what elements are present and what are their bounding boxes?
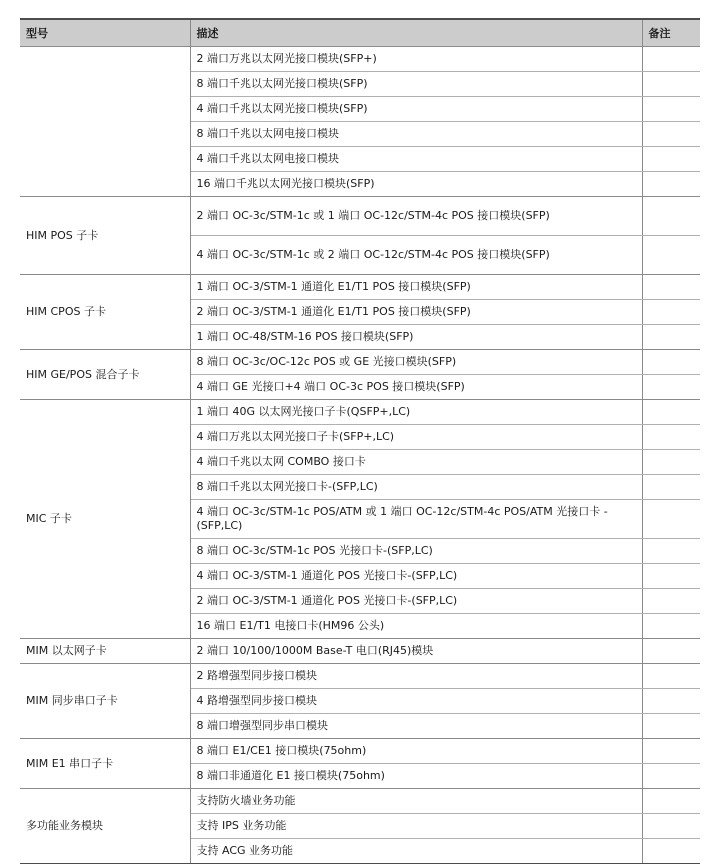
note-cell <box>642 275 700 300</box>
description-cell: 4 端口 OC-3c/STM-1c POS/ATM 或 1 端口 OC-12c/STM-4c POS/ATM 光接口卡 -(SFP,LC) <box>190 500 642 539</box>
model-cell: MIC 子卡 <box>20 400 190 639</box>
note-cell <box>642 450 700 475</box>
description-cell: 16 端口千兆以太网光接口模块(SFP) <box>190 172 642 197</box>
note-cell <box>642 475 700 500</box>
description-cell: 2 端口 OC-3/STM-1 通道化 E1/T1 POS 接口模块(SFP) <box>190 300 642 325</box>
description-cell: 8 端口非通道化 E1 接口模块(75ohm) <box>190 764 642 789</box>
table-row <box>20 197 700 236</box>
note-cell <box>642 839 700 864</box>
description-cell: 8 端口 OC-3c/STM-1c POS 光接口卡-(SFP,LC) <box>190 539 642 564</box>
note-cell <box>642 197 700 236</box>
note-cell <box>642 122 700 147</box>
note-cell <box>642 739 700 764</box>
description-cell: 1 端口 OC-48/STM-16 POS 接口模块(SFP) <box>190 325 642 350</box>
model-cell: MIM 以太网子卡 <box>20 639 190 664</box>
model-cell: 多功能业务模块 <box>20 789 190 864</box>
model-cell: HIM CPOS 子卡 <box>20 275 190 350</box>
note-cell <box>642 764 700 789</box>
note-cell <box>642 539 700 564</box>
description-cell: 4 端口千兆以太网电接口模块 <box>190 147 642 172</box>
note-cell <box>642 375 700 400</box>
note-cell <box>642 564 700 589</box>
note-cell <box>642 97 700 122</box>
note-cell <box>642 614 700 639</box>
table-row <box>20 739 700 764</box>
model-cell: MIM 同步串口子卡 <box>20 664 190 739</box>
note-cell <box>642 236 700 275</box>
note-cell <box>642 689 700 714</box>
table-row <box>20 350 700 375</box>
description-cell: 2 端口 10/100/1000M Base-T 电口(RJ45)模块 <box>190 639 642 664</box>
model-cell: HIM GE/POS 混合子卡 <box>20 350 190 400</box>
description-cell: 2 端口 OC-3/STM-1 通道化 POS 光接口卡-(SFP,LC) <box>190 589 642 614</box>
description-cell: 支持 ACG 业务功能 <box>190 839 642 864</box>
table-row <box>20 639 700 664</box>
description-cell: 1 端口 40G 以太网光接口子卡(QSFP+,LC) <box>190 400 642 425</box>
note-cell <box>642 664 700 689</box>
note-cell <box>642 300 700 325</box>
note-cell <box>642 714 700 739</box>
description-cell: 4 路增强型同步接口模块 <box>190 689 642 714</box>
model-cell: MIM E1 串口子卡 <box>20 739 190 789</box>
description-cell: 16 端口 E1/T1 电接口卡(HM96 公头) <box>190 614 642 639</box>
module-spec-table <box>20 18 700 864</box>
model-cell: HIM POS 子卡 <box>20 197 190 275</box>
table-row <box>20 47 700 72</box>
description-cell: 4 端口万兆以太网光接口子卡(SFP+,LC) <box>190 425 642 450</box>
header-model: 型号 <box>20 19 190 47</box>
description-cell: 4 端口 OC-3/STM-1 通道化 POS 光接口卡-(SFP,LC) <box>190 564 642 589</box>
description-cell: 4 端口千兆以太网 COMBO 接口卡 <box>190 450 642 475</box>
description-cell: 8 端口千兆以太网光接口卡-(SFP,LC) <box>190 475 642 500</box>
description-cell: 支持防火墙业务功能 <box>190 789 642 814</box>
description-cell: 4 端口千兆以太网光接口模块(SFP) <box>190 97 642 122</box>
description-cell: 2 端口万兆以太网光接口模块(SFP+) <box>190 47 642 72</box>
table-row <box>20 789 700 814</box>
header-row <box>20 19 700 47</box>
note-cell <box>642 500 700 539</box>
note-cell <box>642 589 700 614</box>
description-cell: 2 路增强型同步接口模块 <box>190 664 642 689</box>
model-cell <box>20 47 190 197</box>
description-cell: 8 端口增强型同步串口模块 <box>190 714 642 739</box>
table-row <box>20 664 700 689</box>
note-cell <box>642 789 700 814</box>
description-cell: 8 端口千兆以太网电接口模块 <box>190 122 642 147</box>
table-row <box>20 400 700 425</box>
note-cell <box>642 72 700 97</box>
note-cell <box>642 47 700 72</box>
note-cell <box>642 639 700 664</box>
description-cell: 2 端口 OC-3c/STM-1c 或 1 端口 OC-12c/STM-4c POS 接口模块(SFP) <box>190 197 642 236</box>
table-row <box>20 275 700 300</box>
description-cell: 8 端口 OC-3c/OC-12c POS 或 GE 光接口模块(SFP) <box>190 350 642 375</box>
note-cell <box>642 325 700 350</box>
header-description: 描述 <box>190 19 642 47</box>
description-cell: 4 端口 GE 光接口+4 端口 OC-3c POS 接口模块(SFP) <box>190 375 642 400</box>
note-cell <box>642 172 700 197</box>
description-cell: 支持 IPS 业务功能 <box>190 814 642 839</box>
description-cell: 4 端口 OC-3c/STM-1c 或 2 端口 OC-12c/STM-4c POS 接口模块(SFP) <box>190 236 642 275</box>
description-cell: 1 端口 OC-3/STM-1 通道化 E1/T1 POS 接口模块(SFP) <box>190 275 642 300</box>
note-cell <box>642 400 700 425</box>
description-cell: 8 端口 E1/CE1 接口模块(75ohm) <box>190 739 642 764</box>
note-cell <box>642 147 700 172</box>
note-cell <box>642 425 700 450</box>
note-cell <box>642 350 700 375</box>
description-cell: 8 端口千兆以太网光接口模块(SFP) <box>190 72 642 97</box>
note-cell <box>642 814 700 839</box>
header-note: 备注 <box>642 19 700 47</box>
